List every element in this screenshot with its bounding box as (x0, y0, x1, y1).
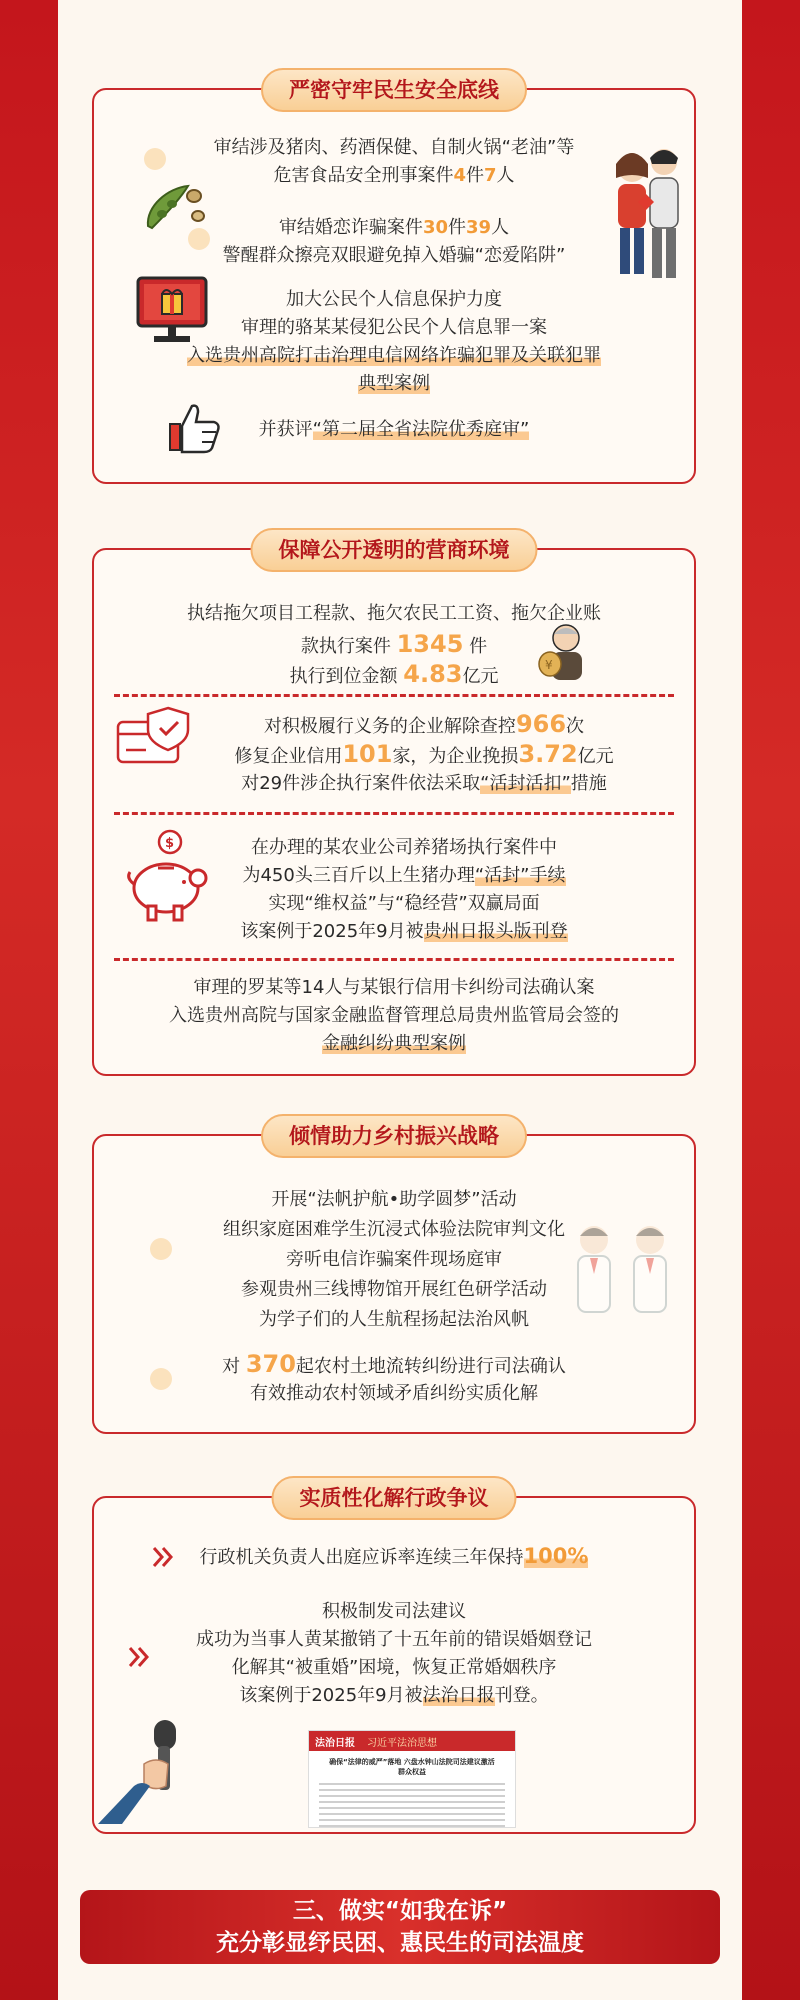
text-line: 化解其“被重婚”困境，恢复正常婚姻秩序 (231, 1657, 557, 1678)
newspaper-header (309, 1731, 515, 1751)
text-line (94, 660, 694, 691)
text-fragment: 执行到位金额 (289, 666, 398, 687)
newspaper-subline: 群众权益 (398, 1768, 426, 1776)
text-line: 在办理的某农业公司养猪场执行案件中 (251, 837, 557, 858)
text-fragment: 起农村土地流转纠纷进行司法确认 (295, 1356, 566, 1377)
text-fragment: 危害食品安全刑事案件 (273, 165, 454, 186)
text-line: 旁听电信诈骗案件现场庭审 (286, 1249, 502, 1270)
highlighted-text: 典型案例 (358, 373, 430, 394)
chapter-banner (80, 1890, 720, 1964)
section-title: 严密守牢民生安全底线 (261, 68, 527, 112)
section-administrative-disputes (92, 1486, 696, 1834)
text-line (94, 918, 694, 946)
text-line (94, 630, 694, 661)
highlighted-text: 法治日报 (422, 1685, 495, 1706)
section-rural-revitalization (92, 1124, 696, 1434)
text-fragment: 该案例于2025年9月被 (240, 921, 424, 942)
text-line: 实现“维权益”与“稳经营”双赢局面 (268, 893, 540, 914)
count-value: 101 (342, 740, 393, 768)
text-line: 积极制发司法建议 (322, 1601, 466, 1622)
text-line (94, 1682, 694, 1710)
svg-text:$: $ (165, 836, 175, 851)
text-fragment: 并获评 (258, 419, 313, 440)
highlighted-text: 金融纠纷典型案例 (322, 1033, 466, 1054)
text-fragment: 刊登。 (494, 1685, 549, 1706)
text-line (94, 740, 694, 771)
text-line: 加大公民个人信息保护力度 (286, 289, 502, 310)
count-value: 30 (422, 217, 448, 238)
text-line: 审理的罗某等14人与某银行信用卡纠纷司法确认案 (193, 977, 595, 998)
text-fragment: 款执行案件 (300, 636, 391, 657)
text-line: 审结涉及猪肉、药酒保健、自制火锅“老油”等 (213, 137, 575, 158)
text-line (94, 1542, 694, 1572)
highlighted-text: “活封”手续 (474, 865, 566, 886)
text-fragment: 家，为企业挽损 (392, 746, 519, 767)
count-value: 1345 (396, 630, 464, 658)
section-title: 实质性化解行政争议 (272, 1476, 517, 1520)
newspaper-body (319, 1783, 505, 1827)
section-title: 倾情助力乡村振兴战略 (261, 1114, 527, 1158)
text-line: 入选贵州高院与国家金融监督管理总局贵州监管局会签的 (169, 1005, 619, 1026)
text-fragment: 审结婚恋诈骗案件 (278, 217, 423, 238)
amount-value: 3.72 (518, 740, 578, 768)
text-fragment: 对29件涉企执行案件依法采取 (241, 773, 481, 794)
dashed-divider (114, 812, 674, 815)
text-line: 开展“法帆护航•助学圆梦”活动 (271, 1189, 517, 1210)
count-value: 966 (515, 710, 567, 738)
highlighted-text: “第二届全省法院优秀庭审” (312, 419, 530, 440)
text-line: 组织家庭困难学生沉浸式体验法院审判文化 (223, 1219, 565, 1240)
dashed-divider (114, 958, 674, 961)
svg-text:¥: ¥ (545, 658, 553, 672)
banner-line: 充分彰显纾民困、惠民生的司法温度 (216, 1930, 584, 1956)
elderly-worker-icon (534, 620, 594, 682)
count-value: 39 (466, 217, 492, 238)
text-fragment: 次 (566, 716, 585, 737)
highlighted-text: 贵州日报头版刊登 (423, 921, 568, 942)
microphone-hand-icon (94, 1716, 214, 1826)
text-line (94, 342, 694, 370)
right-red-border (742, 0, 800, 2000)
amount-value: 4.83 (403, 660, 463, 688)
text-line (94, 1030, 694, 1058)
highlighted-text: “活封活扣” (480, 773, 571, 794)
text-fragment: 亿元 (462, 666, 499, 687)
text-line (94, 370, 694, 398)
text-fragment: 措施 (570, 773, 607, 794)
text-line (94, 862, 694, 890)
rate-value: 100% (523, 1544, 589, 1568)
text-line (94, 770, 694, 798)
text-fragment: 对积极履行义务的企业解除查控 (263, 716, 516, 737)
text-fragment: 对 (222, 1356, 241, 1377)
text-fragment: 人 (496, 165, 515, 186)
highlighted-text: 入选贵州高院打击治理电信网络诈骗犯罪及关联犯罪 (187, 345, 601, 366)
text-fragment: 件 (466, 165, 484, 186)
newspaper-clipping (308, 1730, 516, 1828)
left-red-border (0, 0, 58, 2000)
text-line: 执结拖欠项目工程款、拖欠农民工工资、拖欠企业账 (187, 603, 601, 624)
text-line: 有效推动农村领域矛盾纠纷实质化解 (250, 1383, 538, 1404)
count-value: 4 (453, 165, 466, 186)
newspaper-headline: 确保“法律的威严”落地 六盘水钟山法院司法建议激活 (329, 1758, 495, 1766)
text-line (94, 416, 694, 444)
dashed-divider (114, 694, 674, 697)
text-fragment: 亿元 (577, 746, 614, 767)
section-food-safety (92, 78, 696, 484)
text-line (94, 1350, 694, 1381)
text-fragment: 人 (491, 217, 510, 238)
text-fragment: 该案例于2025年9月被 (239, 1685, 423, 1706)
text-fragment: 修复企业信用 (234, 746, 343, 767)
newspaper-masthead: 法治日报 (315, 1737, 355, 1749)
banner-line: 三、做实“如我在诉” (292, 1898, 508, 1924)
text-line: 警醒群众擦亮双眼避免掉入婚骗“恋爱陷阱” (222, 245, 566, 266)
text-fragment: 件 (448, 217, 466, 238)
section-title: 保障公开透明的营商环境 (251, 528, 538, 572)
text-line: 为学子们的人生航程扬起法治风帆 (259, 1309, 529, 1330)
text-fragment: 件 (469, 636, 488, 657)
text-line (94, 214, 694, 242)
count-value: 7 (484, 165, 497, 186)
text-line: 审理的骆某某侵犯公民个人信息罪一案 (241, 317, 547, 338)
section-business-environment (92, 538, 696, 1076)
newspaper-banner: 习近平法治思想 (367, 1737, 437, 1749)
count-value: 370 (245, 1350, 296, 1378)
text-fragment: 为450头三百斤以上生猪办理 (242, 865, 475, 886)
students-illustration (564, 1214, 684, 1334)
text-line: 成功为当事人黄某撤销了十五年前的错误婚姻登记 (196, 1629, 592, 1650)
text-line: 参观贵州三线博物馆开展红色研学活动 (241, 1279, 547, 1300)
text-line (94, 710, 694, 741)
text-fragment: 行政机关负责人出庭应诉率连续三年保持 (199, 1547, 524, 1568)
